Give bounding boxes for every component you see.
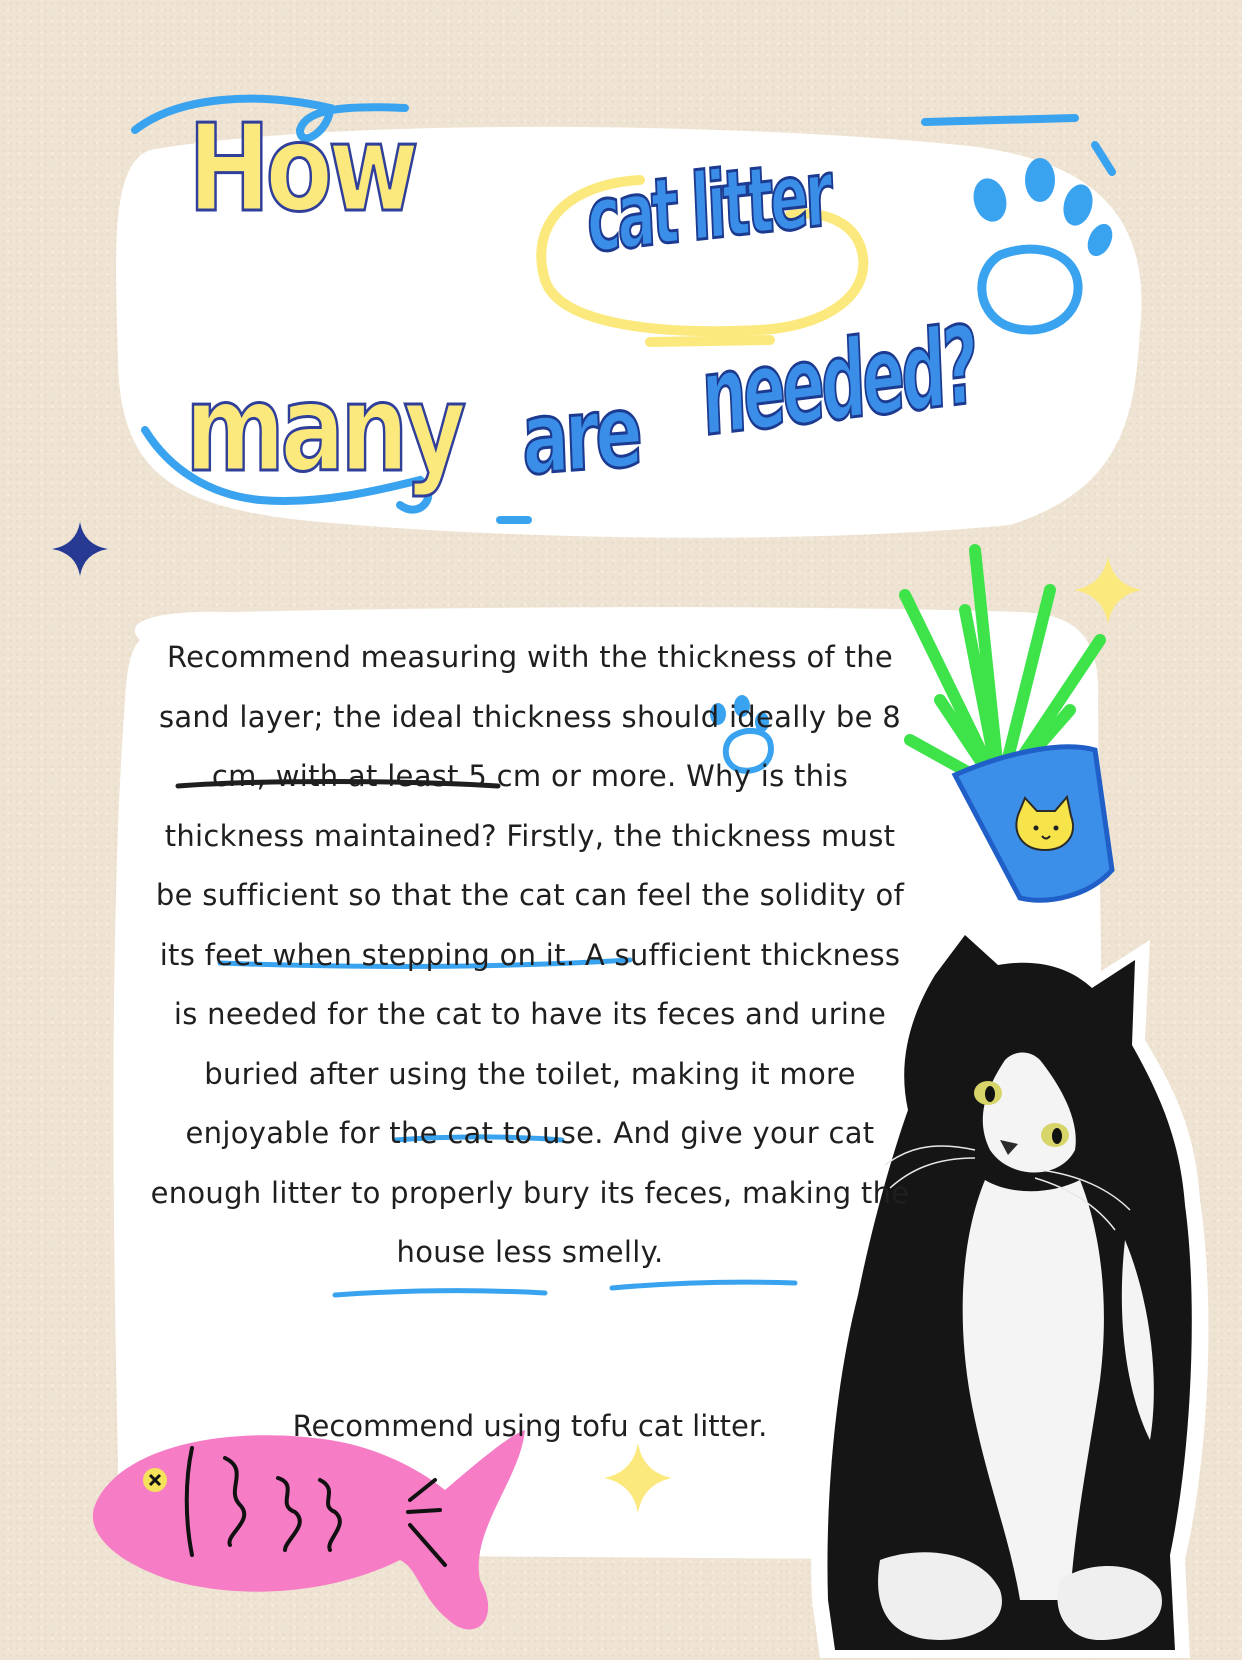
recommendation-text: Recommend using tofu cat litter. <box>292 1409 768 1443</box>
sparkle-icon <box>52 522 108 576</box>
sparkle-icon <box>1074 556 1142 624</box>
title-word-cat-litter: cat litter <box>584 139 832 274</box>
title-scribble-right <box>925 118 1075 122</box>
body-paragraph: Recommend measuring with the thickness of the sand layer; the ideal thickness should ideally be 8 cm, with at least 5 cm or more. Why is this thickness maintained? Firstly, the thickness must be sufficient so that the cat can feel the solidity of its feet when stepping on it. A sufficient thickness is needed for the cat to have its feces and urine buried after using the toilet, making it more enjoyable for the cat to use. And give your cat enough litter to properly bury its feces, making the house less smelly. <box>150 640 910 1269</box>
title-word-are: are <box>519 372 641 498</box>
title-word-many: many <box>185 360 462 499</box>
title-scribble-right-tick <box>1095 145 1112 172</box>
title-word-how: How <box>188 100 415 239</box>
title-word-needed: needed? <box>699 303 978 461</box>
